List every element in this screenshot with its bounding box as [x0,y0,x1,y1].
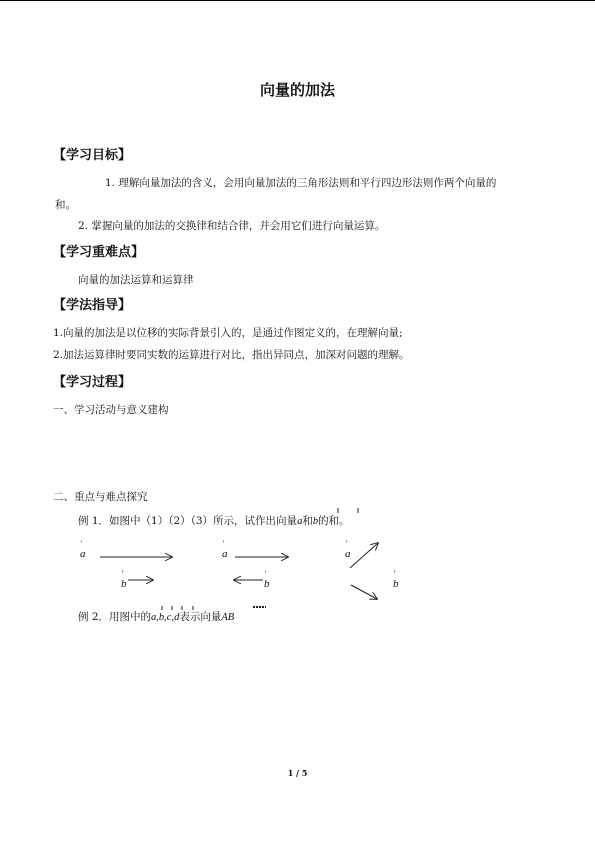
example-2-vectors: a,b,c,d [151,612,180,623]
fig3-vector-a-arrow [350,543,378,568]
process-part-2: 二、重点与难点探究 [53,491,148,503]
example-2-mid: 表示向量 [179,611,222,623]
goals-item-1-line-2: 和。 [55,199,76,211]
goals-item-2: 2. 掌握向量的加法的交换律和结合律，并会用它们进行向量运算。 [78,220,386,232]
fig1-label-b: ' b [121,569,127,590]
method-item-1: 1.向量的加法是以位移的实际背景引入的，是通过作图定义的，在理解向量; [53,327,403,339]
example-1-mid: 和 [302,515,313,527]
goals-item-1-line-1: 1. 理解向量加法的含义，会用向量加法的三角形法则和平行四边形法则作两个向量的 [105,177,497,189]
top-rule [0,0,595,1]
example-1-vector-b: b [312,516,319,527]
example-1-vector-a: a [297,516,303,527]
fig3-vector-b-arrow [351,585,377,599]
example-2-prefix: 例 2．用图中的 [78,611,152,623]
fig2-label-b: ' b [264,569,270,590]
example-1-line [78,513,350,528]
fig2-label-a: ' a [222,539,228,560]
example-2-line [78,609,234,624]
goals-heading: 【学习目标】 [53,148,132,163]
process-heading: 【学习过程】 [53,375,132,390]
method-item-2: 2.加法运算律时要同实数的运算进行对比，指出异同点，加深对问题的理解。 [53,349,410,361]
fig3-label-b: ' b [393,569,399,590]
fig1-label-a: ' a [80,539,86,560]
method-heading: 【学法指导】 [53,298,132,313]
page-number: 1 / 5 [287,768,308,778]
page-title: 向量的加法 [259,81,335,99]
fig3-label-a: ' a [345,539,351,560]
example-2-target-vector: AB [221,612,235,623]
example-1-suffix: 的和。 [318,515,350,527]
keypoints-text: 向量的加法运算和运算律 [78,274,194,286]
example-1-prefix: 例 1．如图中（1）（2）（3）所示，试作出向量 [78,515,298,527]
keypoints-heading: 【学习重难点】 [53,245,145,260]
process-part-1: 一、学习活动与意义建构 [53,404,169,416]
